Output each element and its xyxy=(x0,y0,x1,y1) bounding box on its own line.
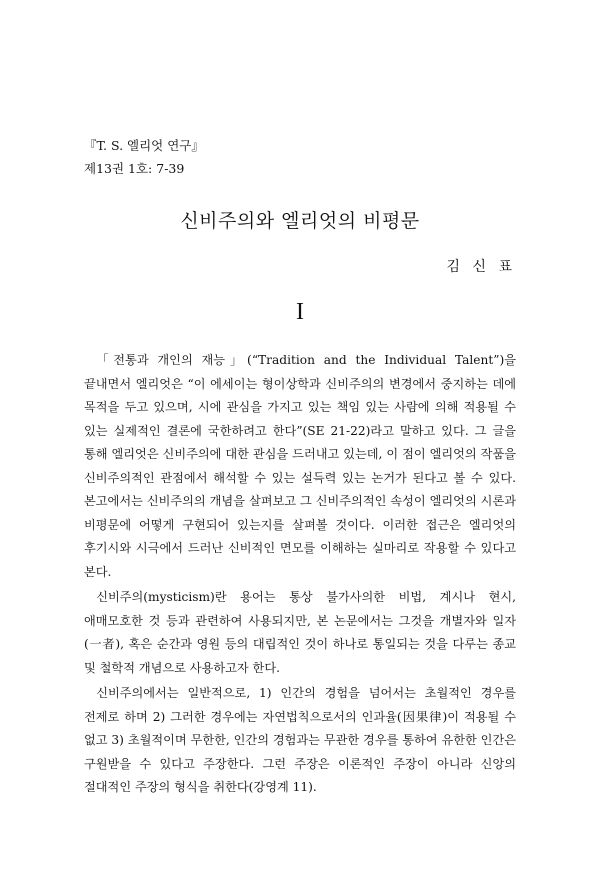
journal-title: 『T. S. 엘리엇 연구』 xyxy=(84,138,204,153)
paragraph: 「전통과 개인의 재능」(“Tradition and the Individual Talent”)을 끝내면서 엘리엇은 “이 에세이는 형이상학과 신비주의의 변경에서 중지하는 데에 목적을 두고 있으며, 시에 관심을 가지고 있는 책임 있는 사람에 의해 적용될 수 있는 실제적인 결론에 국한하려고 한다”(SE 21-22)라고 말하고 있다. 그 글을 통해 엘리엇은 신비주의에 대한 관심을 드러내고 있는데, 이 점이 엘리엇의 작품을 신비주의적인 관점에서 해석할 수 있는 설득력 있는 논거가 된다고 볼 수 있다. 본고에서는 신비주의의 개념을 살펴보고 그 신비주의적인 속성이 엘리엇의 시론과 비평문에 어떻게 구현되어 있는지를 살펴볼 것이다. 이러한 접근은 엘리엇의 후기시와 시극에서 드러난 신비적인 면모를 이해하는 실마리로 작용할 수 있다고 본다. xyxy=(84,353,516,579)
paragraph: 신비주의에서는 일반적으로, 1) 인간의 경험을 넘어서는 초월적인 경우를 전제로 하며 2) 그러한 경우에는 자연법칙으로서의 인과율(因果律)이 적용될 수 없고 3) 초월적이며 무한한, 인간의 경험과는 무관한 경우를 통하여 유한한 인간은 구원받을 수 있다고 주장한다. 그런 주장은 이론적인 주장이 아니라 신앙의 절대적인 주장의 형식을 취한다(강영계 11). xyxy=(84,686,516,794)
journal-header xyxy=(84,134,204,180)
paragraph: 신비주의(mysticism)란 용어는 통상 불가사의한 비법, 계시나 현시, 애매모호한 것 등과 관련하여 사용되지만, 본 논문에서는 그것을 개별자와 일자(一者), 혹은 순간과 영원 등의 대립적인 것이 하나로 통일되는 것을 다루는 종교 및 철학적 개념으로 사용하고자 한다. xyxy=(84,590,516,675)
article-title: 신비주의와 엘리엇의 비평문 xyxy=(180,210,420,232)
author-name: 김 신 표 xyxy=(446,259,516,275)
body-text xyxy=(84,349,516,800)
section-heading: I xyxy=(296,299,304,325)
journal-volume: 제13권 1호: 7-39 xyxy=(84,161,185,176)
